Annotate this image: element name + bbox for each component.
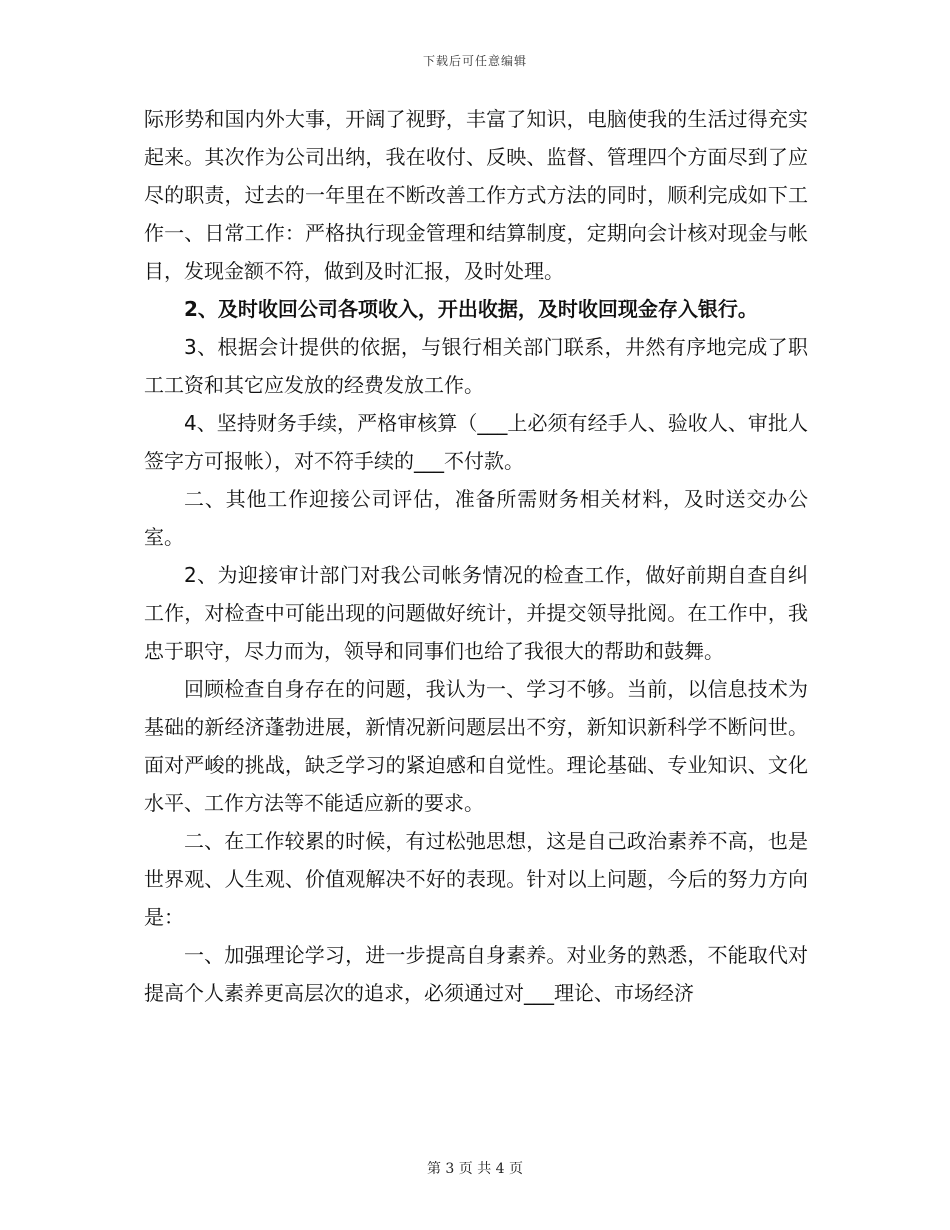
document-body: [144, 100, 808, 1012]
paragraph-other-work: 二、其他工作迎接公司评估，准备所需财务相关材料，及时送交办公室。: [144, 487, 808, 549]
page-number: 第 3 页 共 4 页: [426, 1161, 524, 1177]
paragraph-item-3: 3、根据会计提供的依据，与银行相关部门联系，井然有序地完成了职工工资和其它应发放的经费发放工作。: [144, 335, 808, 397]
paragraph-continuation: 际形势和国内外大事，开阔了视野，丰富了知识，电脑使我的生活过得充实起来。其次作为公司出纳，我在收付、反映、监督、管理四个方面尽到了应尽的职责，过去的一年里在不断改善工作方式方法的同时，顺利完成如下工作一、日常工作：严格执行现金管理和结算制度，定期向会计核对现金与帐目，发现金额不符，做到及时汇报，及时处理。: [144, 107, 808, 283]
paragraph-slack-issue: 二、在工作较累的时候，有过松弛思想，这是自己政治素养不高，也是世界观、人生观、价值观解决不好的表现。针对以上问题，今后的努力方向是：: [144, 829, 808, 929]
paragraph-item-4: 4、坚持财务手续，严格审核算（___上必须有经手人、验收人、审批人签字方可报帐），对不符手续的___不付款。: [144, 411, 808, 473]
paragraph-item-2-bold: 2、及时收回公司各项收入，开出收据，及时收回现金存入银行。: [184, 297, 758, 321]
paragraph-audit-prep: 2、为迎接审计部门对我公司帐务情况的检查工作，做好前期自查自纠工作，对检查中可能出现的问题做好统计，并提交领导批阅。在工作中，我忠于职守，尽力而为，领导和同事们也给了我很大的帮助和鼓舞。: [144, 563, 808, 663]
page-header-note: 下载后可任意编辑: [422, 54, 527, 68]
paragraph-self-review: 回顾检查自身存在的问题，我认为一、学习不够。当前，以信息技术为基础的新经济蓬勃进展，新情况新问题层出不穷，新知识新科学不断问世。面对严峻的挑战，缺乏学习的紧迫感和自觉性。理论基础、专业知识、文化水平、工作方法等不能适应新的要求。: [144, 677, 808, 815]
paragraph-improvement: 一、加强理论学习，进一步提高自身素养。对业务的熟悉，不能取代对提高个人素养更高层次的追求，必须通过对___理论、市场经济: [144, 943, 808, 1005]
